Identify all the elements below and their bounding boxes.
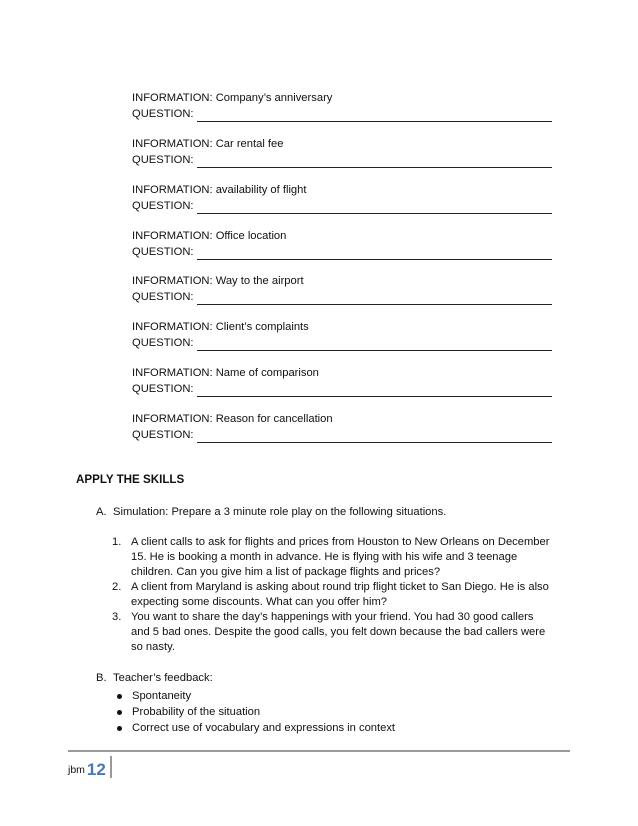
list-item	[112, 610, 572, 655]
question-line	[132, 106, 552, 122]
answer-blank[interactable]	[197, 293, 552, 305]
question-label: QUESTION:	[132, 337, 194, 349]
section-heading: APPLY THE SKILLS	[76, 473, 185, 486]
information-line: INFORMATION: Car rental fee	[132, 138, 284, 150]
item-number: 1.	[112, 536, 122, 548]
question-label: QUESTION:	[132, 246, 194, 258]
situation-list	[112, 535, 572, 655]
answer-blank[interactable]	[197, 248, 552, 260]
question-line	[132, 427, 552, 443]
item-text-line: so nasty.	[131, 641, 175, 653]
bullet-icon	[117, 710, 122, 715]
list-item	[112, 580, 572, 610]
info-question-pair	[132, 228, 552, 260]
section-a	[96, 506, 446, 518]
bullet-icon	[117, 694, 122, 699]
item-text-line: 15. He is booking a month in advance. He is flying with his wife and 3 teenage	[131, 551, 518, 563]
info-question-pair	[132, 319, 552, 351]
section-b-text: Teacher’s feedback:	[113, 672, 213, 684]
question-line	[132, 152, 552, 168]
item-text-line: A client from Maryland is asking about round trip flight ticket to San Diego. He is also	[131, 581, 549, 593]
bullet-text: Correct use of vocabulary and expressions in context	[132, 722, 396, 734]
item-text-line: expecting some discounts. What can you offer him?	[131, 596, 387, 608]
information-line: INFORMATION: availability of flight	[132, 184, 307, 196]
answer-blank[interactable]	[197, 339, 552, 351]
footer-bar	[110, 756, 112, 778]
question-label: QUESTION:	[132, 108, 194, 120]
question-line	[132, 289, 552, 305]
info-question-pair	[132, 182, 552, 214]
footer-label: jbm	[68, 764, 85, 776]
bullet-item	[116, 720, 395, 736]
section-b-letter: B.	[96, 672, 107, 684]
bullet-text: Spontaneity	[132, 690, 192, 702]
item-number: 3.	[112, 611, 122, 623]
item-text-line: children. Can you give him a list of package flights and prices?	[131, 566, 441, 578]
item-text-line: A client calls to ask for flights and prices from Houston to New Orleans on December	[131, 536, 550, 548]
question-line	[132, 381, 552, 397]
information-line: INFORMATION: Company’s anniversary	[132, 92, 333, 104]
bullet-text: Probability of the situation	[132, 706, 261, 718]
section-a-text: Simulation: Prepare a 3 minute role play on the following situations.	[113, 506, 447, 518]
question-line	[132, 198, 552, 214]
info-question-pair	[132, 273, 552, 305]
item-text-line: You want to share the day’s happenings with your friend. You had 30 good callers	[131, 611, 534, 623]
information-line: INFORMATION: Office location	[132, 230, 287, 242]
question-label: QUESTION:	[132, 154, 194, 166]
question-label: QUESTION:	[132, 383, 194, 395]
bullet-item	[116, 704, 395, 720]
question-line	[132, 244, 552, 260]
bullet-icon	[117, 726, 122, 731]
feedback-list	[116, 688, 395, 736]
information-line: INFORMATION: Name of comparison	[132, 367, 319, 379]
answer-blank[interactable]	[197, 385, 552, 397]
item-text-line: and 5 bad ones. Despite the good calls, you felt down because the bad callers were	[131, 626, 546, 638]
information-line: INFORMATION: Reason for cancellation	[132, 413, 333, 425]
info-question-pair	[132, 136, 552, 168]
footer-divider	[68, 750, 570, 752]
answer-blank[interactable]	[197, 110, 552, 122]
info-question-pair	[132, 90, 552, 122]
question-label: QUESTION:	[132, 200, 194, 212]
info-question-pair	[132, 365, 552, 397]
page-number: 12	[86, 760, 106, 779]
page-footer	[68, 756, 112, 778]
question-line	[132, 335, 552, 351]
list-item	[112, 535, 572, 580]
bullet-item	[116, 688, 395, 704]
answer-blank[interactable]	[197, 156, 552, 168]
section-b	[96, 672, 213, 684]
answer-blank[interactable]	[197, 202, 552, 214]
information-line: INFORMATION: Client’s complaints	[132, 321, 309, 333]
section-a-letter: A.	[96, 506, 107, 518]
question-label: QUESTION:	[132, 429, 194, 441]
item-number: 2.	[112, 581, 122, 593]
question-label: QUESTION:	[132, 291, 194, 303]
info-question-pair	[132, 411, 552, 443]
answer-blank[interactable]	[197, 431, 552, 443]
information-line: INFORMATION: Way to the airport	[132, 275, 304, 287]
